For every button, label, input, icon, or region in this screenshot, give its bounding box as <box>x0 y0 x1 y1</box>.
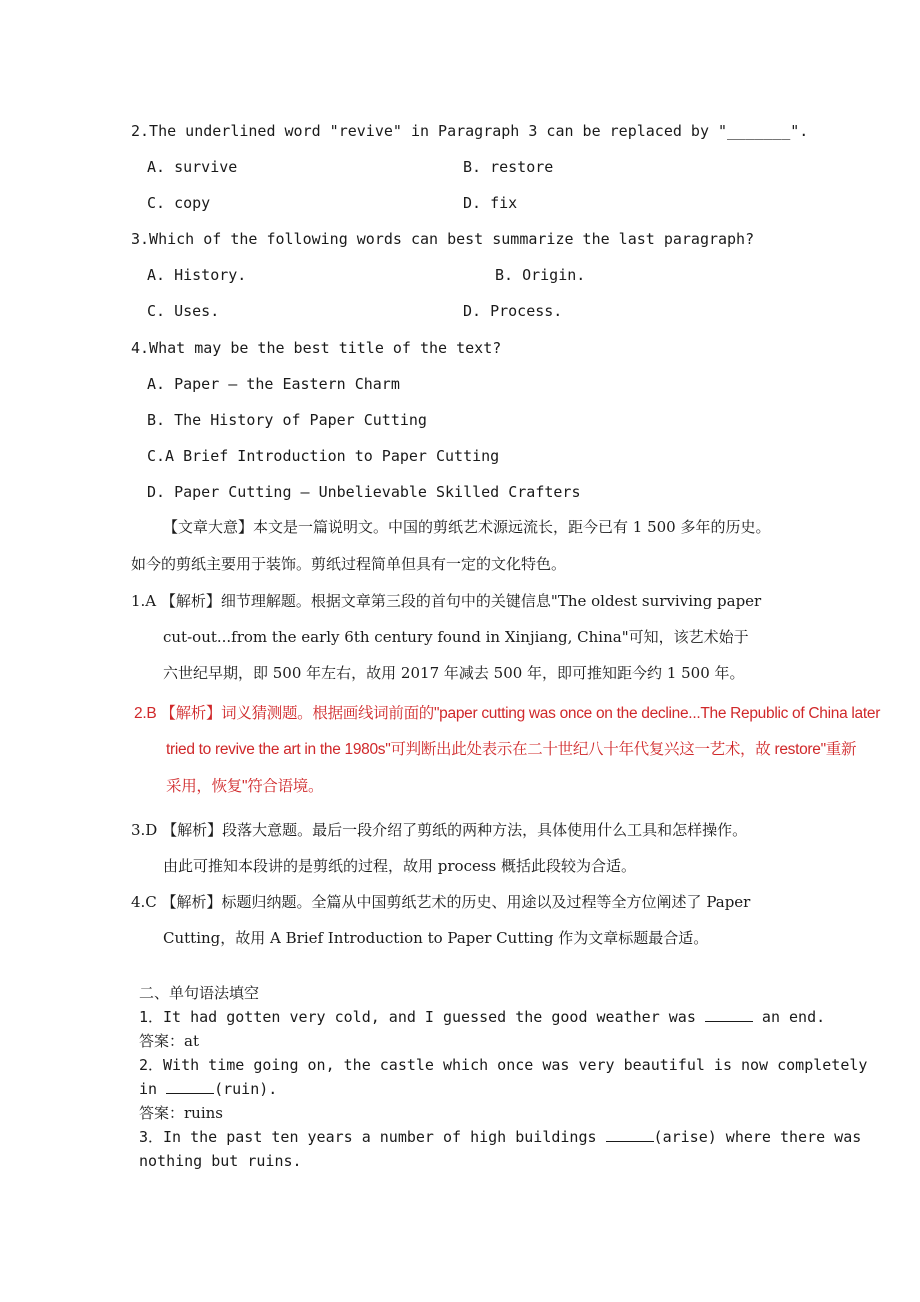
grammar-q3-line-2: nothing but ruins. <box>139 1152 302 1170</box>
q3-option-b: B. Origin. <box>495 266 586 284</box>
grammar-q2-text: in <box>139 1080 158 1098</box>
q2-option-a: A. survive <box>147 158 238 176</box>
analysis-2-line-3: 采用，恢复"符合语境。 <box>166 778 324 795</box>
summary-line-1: 【文章大意】本文是一篇说明文。中国的剪纸艺术源远流长，距今已有 1 500 多年的历史。 <box>163 518 771 536</box>
grammar-q1-answer: 答案：at <box>139 1032 199 1050</box>
grammar-q3-text-end: (arise) where there was <box>653 1128 862 1146</box>
grammar-q1-text-end: an end. <box>761 1008 826 1026</box>
grammar-q3-text: 3．In the past ten years a number of high buildings <box>139 1128 597 1146</box>
analysis-3-line-2: 由此可推知本段讲的是剪纸的过程，故用 process 概括此段较为合适。 <box>163 857 637 875</box>
q4-option-d: D. Paper Cutting — Unbelievable Skilled Crafters <box>147 483 581 501</box>
q2-stem: 2.The underlined word "revive" in Paragraph 3 can be replaced by "_______". <box>131 122 809 140</box>
q2-option-b: B. restore <box>463 158 554 176</box>
grammar-q2-blank <box>166 1079 214 1094</box>
grammar-q3-blank <box>606 1127 654 1142</box>
q2-option-c: C. copy <box>147 194 211 212</box>
q3-option-d: D. Process. <box>463 302 563 320</box>
q3-stem: 3.Which of the following words can best summarize the last paragraph? <box>131 230 755 248</box>
q4-option-a: A. Paper — the Eastern Charm <box>147 375 400 393</box>
grammar-q2-text-end: (ruin). <box>214 1080 278 1098</box>
analysis-1-line-1: 1.A 【解析】细节理解题。根据文章第三段的首句中的关键信息"The oldest surviving paper <box>131 592 762 610</box>
analysis-3-line-1: 3.D 【解析】段落大意题。最后一段介绍了剪纸的两种方法，具体使用什么工具和怎样操作。 <box>131 821 748 839</box>
q3-option-c: C. Uses. <box>147 302 220 320</box>
grammar-q2-line-2 <box>139 1079 277 1099</box>
grammar-q2-line-1: 2．With time going on, the castle which once was very beautiful is now completely <box>139 1056 868 1074</box>
summary-line-2: 如今的剪纸主要用于装饰。剪纸过程简单但具有一定的文化特色。 <box>131 555 567 573</box>
grammar-q2-answer: 答案：ruins <box>139 1104 223 1122</box>
grammar-q3-line-1 <box>139 1127 861 1147</box>
analysis-1-line-2: cut-out...from the early 6th century found in Xinjiang, China"可知，该艺术始于 <box>163 628 749 646</box>
analysis-4-line-1: 4.C 【解析】标题归纳题。全篇从中国剪纸艺术的历史、用途以及过程等全方位阐述了 Paper <box>131 893 751 911</box>
grammar-q1 <box>139 1007 825 1027</box>
grammar-heading: 二、单句语法填空 <box>139 984 260 1002</box>
grammar-q1-text: 1．It had gotten very cold, and I guessed the good weather was <box>139 1008 696 1026</box>
q4-option-c: C.A Brief Introduction to Paper Cutting <box>147 447 500 465</box>
q2-option-d: D. fix <box>463 194 518 212</box>
q3-option-a: A. History. <box>147 266 247 284</box>
q4-stem: 4.What may be the best title of the text? <box>131 339 502 357</box>
grammar-q1-blank <box>705 1007 753 1022</box>
q4-option-b: B. The History of Paper Cutting <box>147 411 427 429</box>
analysis-1-line-3: 六世纪早期，即 500 年左右，故用 2017 年减去 500 年，即可推知距今约 1 500 年。 <box>163 664 745 682</box>
analysis-2-line-1: 2.B 【解析】词义猜测题。根据画线词前面的"paper cutting was once on the decline...The Republic of China later <box>134 705 881 722</box>
analysis-4-line-2: Cutting，故用 A Brief Introduction to Paper Cutting 作为文章标题最合适。 <box>163 929 709 947</box>
analysis-2-line-2: tried to revive the art in the 1980s"可判断出此处表示在二十世纪八十年代复兴这一艺术，故 restore"重新 <box>166 741 857 758</box>
